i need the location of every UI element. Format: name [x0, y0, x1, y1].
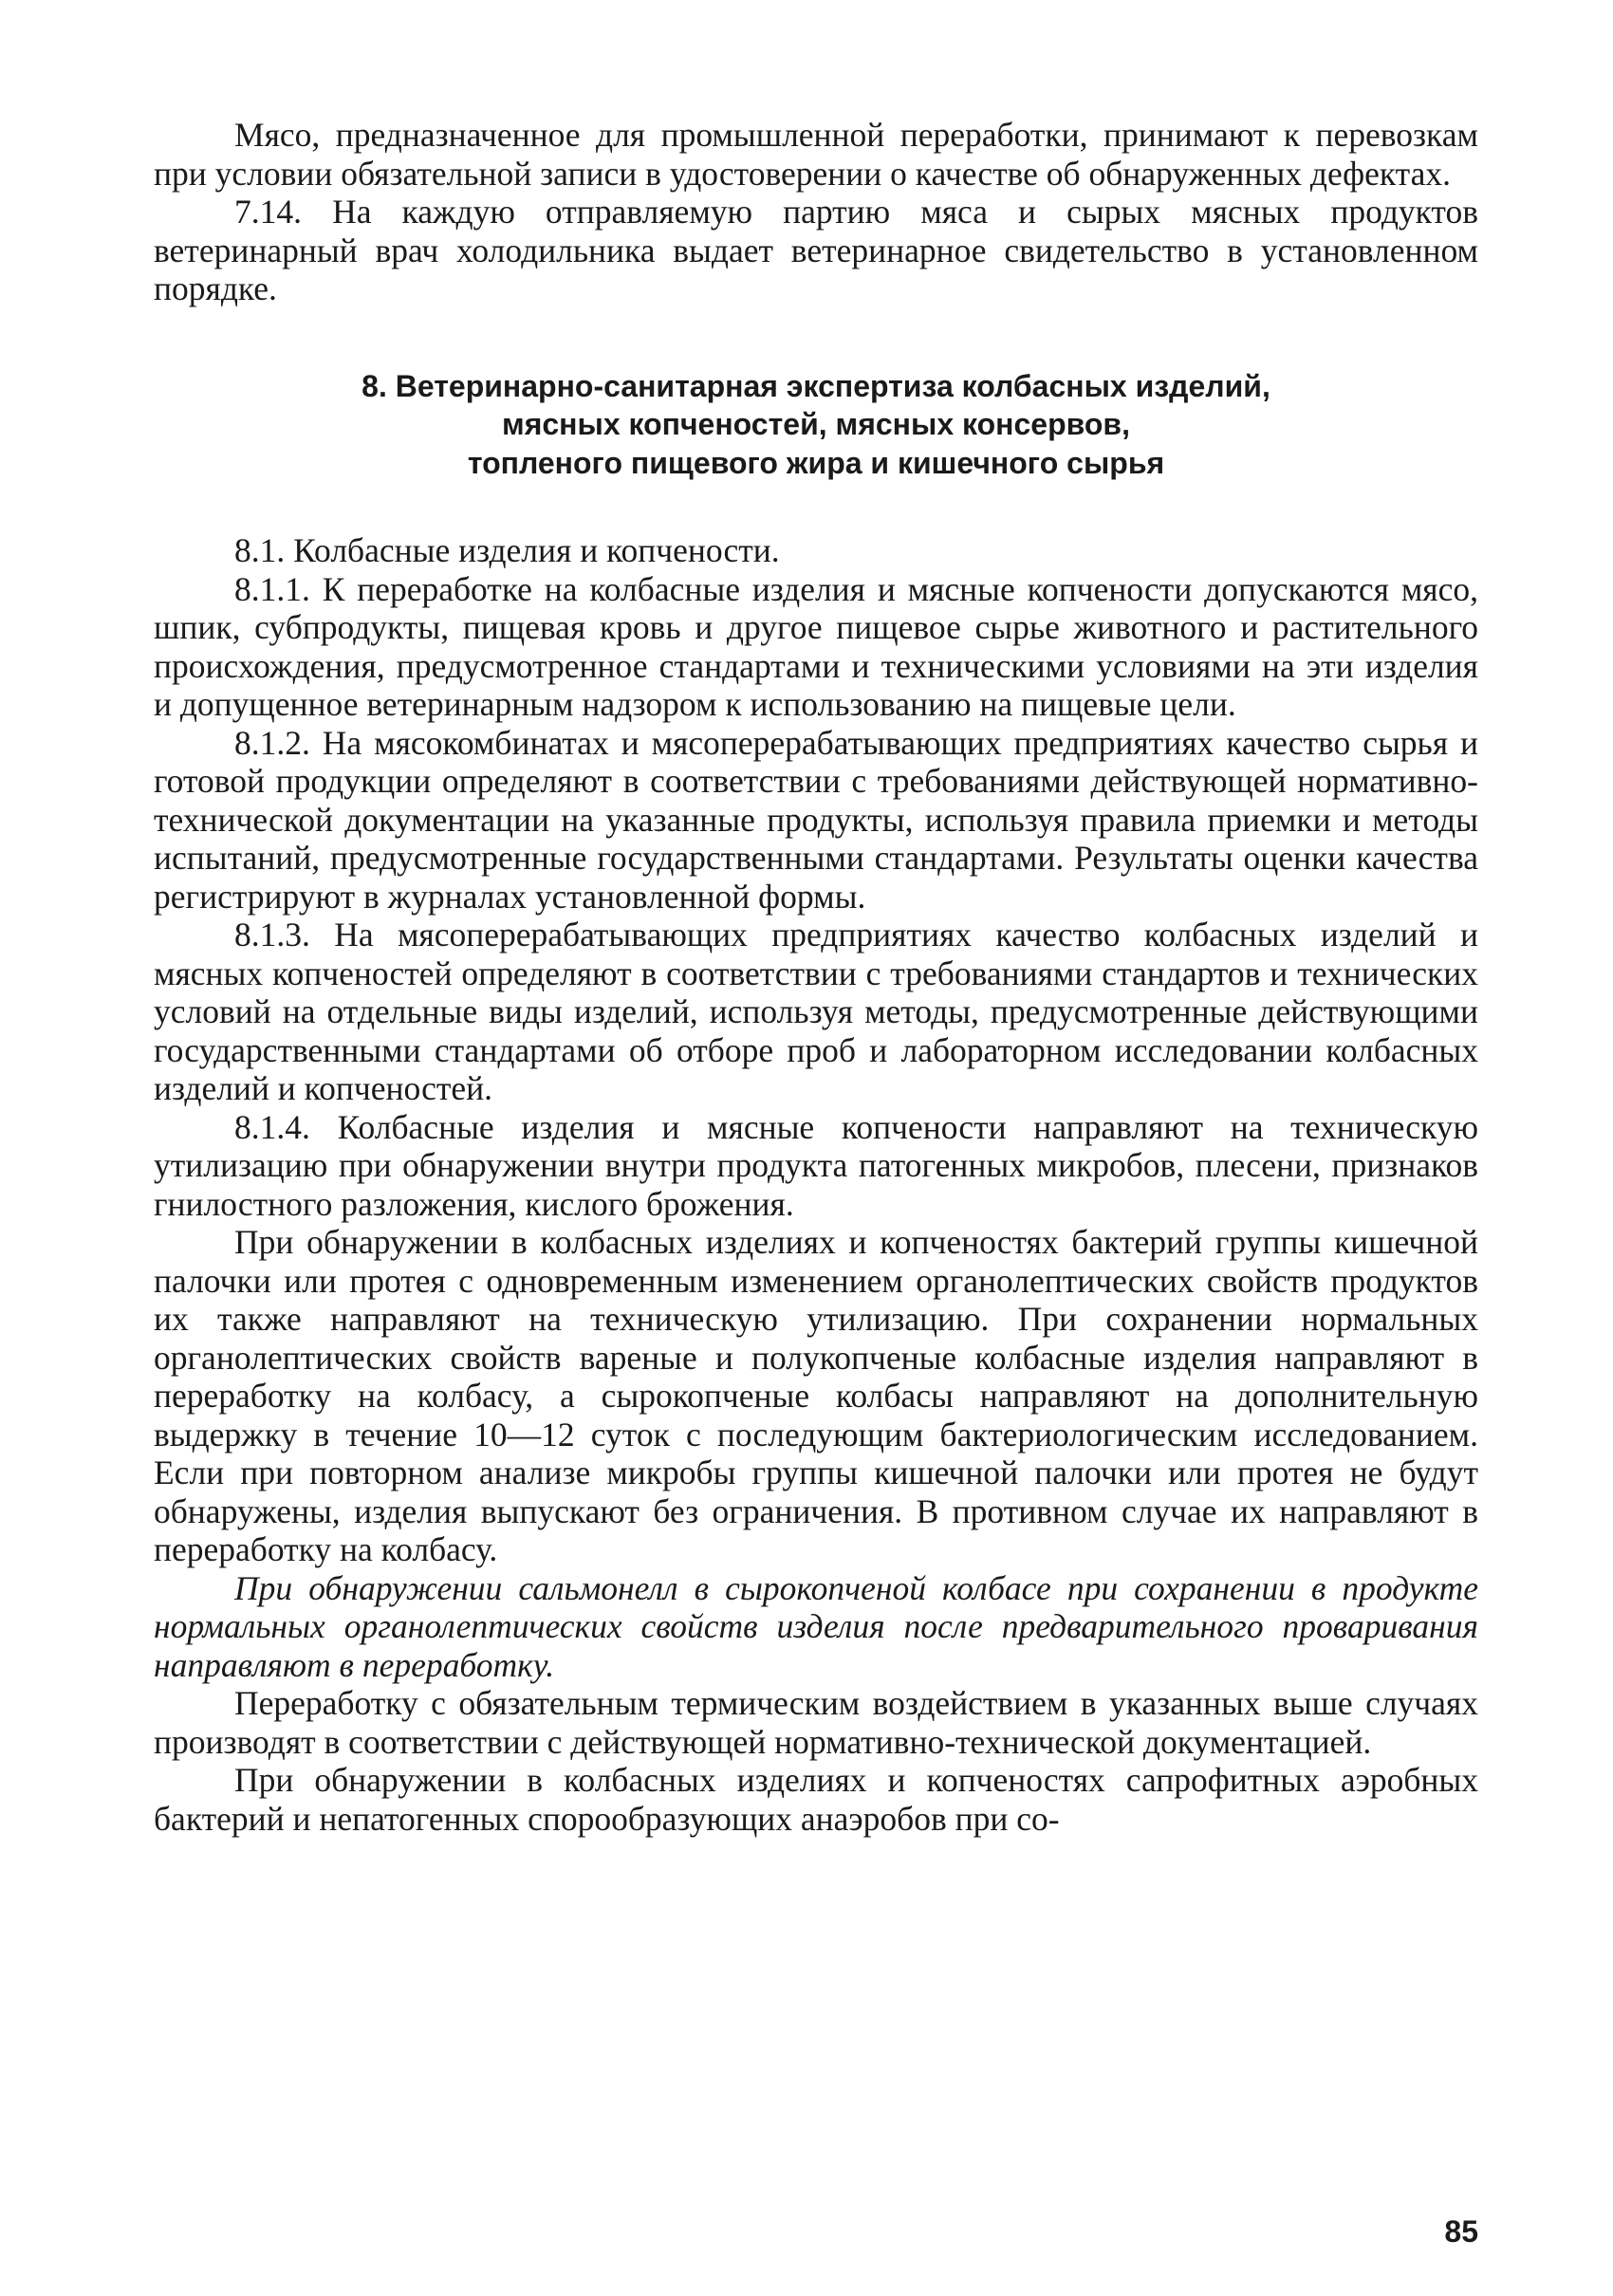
page-number: 85 [1444, 2214, 1478, 2249]
paragraph-saprophytic-bacteria: При обнаружении в колбасных изделиях и копченостях сапрофитных аэробных бактерий и непатогенных спорообразующих анаэробов при со- [154, 1761, 1478, 1838]
paragraph-8-1-2: 8.1.2. На мясокомбинатах и мясоперерабатывающих предприятиях качество сырья и готовой продукции определяют в соответствии с требованиями действующей нормативно-технической документации на указанные продукты, используя правила приемки и методы испытаний, предусмотренные государственными стандартами. Результаты оценки качества регистрируют в журналах установленной формы. [154, 723, 1478, 916]
document-page [154, 116, 1478, 1838]
section-heading-line-2: мясных копченостей, мясных консервов, [502, 407, 1130, 441]
section-heading [154, 367, 1478, 483]
paragraph-8-1-4: 8.1.4. Колбасные изделия и мясные копчености направляют на техническую утилизацию при обнаружении внутри продукта патогенных микробов, плесени, признаков гнилостного разложения, кислого брожения. [154, 1107, 1478, 1223]
section-heading-line-3: топленого пищевого жира и кишечного сырья [467, 445, 1165, 480]
paragraph-meat-transport: Мясо, предназначенное для промышленной переработки, принимают к перевозкам при условии обязательной записи в удостоверении о качестве об обнаруженных дефектах. [154, 116, 1478, 193]
paragraph-bacteria-detection: При обнаружении в колбасных изделиях и копченостях бактерий группы кишечной палочки или протея с одновременным изменением органолептических свойств продуктов их также направляют на техническую утилизацию. При сохранении нормальных органолептических свойств вареные и полукопченые колбасные изделия направляют в переработку на колбасу, а сырокопченые колбасы направляют на дополнительную выдержку в течение 10—12 суток с последующим бактериологическим исследованием. Если при повторном анализе микробы группы кишечной палочки или протея не будут обнаружены, изделия выпускают без ограничения. В противном случае их направляют в переработку на колбасу. [154, 1223, 1478, 1568]
paragraph-7-14: 7.14. На каждую отправляемую партию мяса и сырых мясных продуктов ветеринарный врач холодильника выдает ветеринарное свидетельство в установленном порядке. [154, 193, 1478, 307]
paragraph-8-1-1: 8.1.1. К переработке на колбасные изделия и мясные копчености допускаются мясо, шпик, субпродукты, пищевая кровь и другое пищевое сырье животного и растительного происхождения, предусмотренное стандартами и техническими условиями на эти изделия и допущенное ветеринарным надзором к использованию на пищевые цели. [154, 569, 1478, 723]
section-heading-line-1: 8. Ветеринарно-санитарная экспертиза колбасных изделий, [362, 368, 1270, 403]
section-intro [154, 116, 1478, 308]
paragraph-8-1-3: 8.1.3. На мясоперерабатывающих предприятиях качество колбасных изделий и мясных копченостей определяют в соответствии с требованиями стандартов и технических условий на отдельные виды изделий, используя методы, предусмотренные действующими государственными стандартами об отборе проб и лабораторном исследовании колбасных изделий и копченостей. [154, 916, 1478, 1107]
paragraph-thermal-processing: Переработку с обязательным термическим воздействием в указанных выше случаях производят в соответствии с действующей нормативно-технической документацией. [154, 1684, 1478, 1761]
section-body [154, 531, 1478, 1838]
paragraph-salmonella: При обнаружении сальмонелл в сырокопченой колбасе при сохранении в продукте нормальных органолептических свойств изделия после предварительного проваривания направляют в переработку. [154, 1568, 1478, 1684]
paragraph-8-1: 8.1. Колбасные изделия и копчености. [234, 531, 780, 569]
